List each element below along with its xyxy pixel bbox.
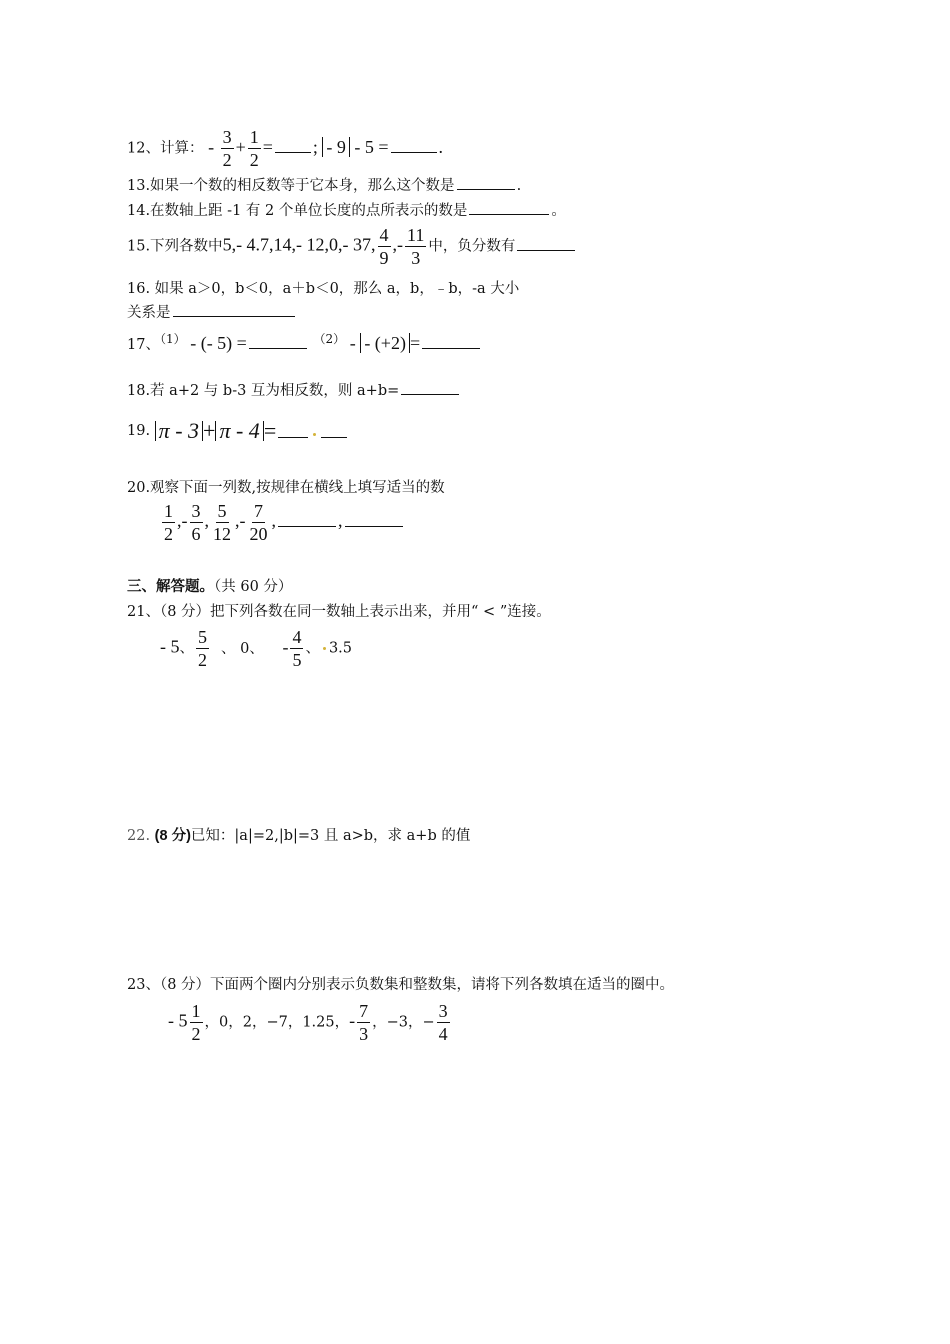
question-20: 20.观察下面一列数,按规律在横线上填写适当的数 (127, 480, 445, 496)
answer-blank[interactable] (469, 213, 549, 215)
question-18: 18.若 a+2 与 b-3 互为相反数，则 a+b= (127, 381, 461, 401)
absolute-value: - 9 (322, 137, 350, 157)
fraction: $\frac{1}{2}$ (191, 1001, 201, 1044)
question-14: 14.在数轴上距 -1 有 2 个单位长度的点所表示的数是 。 (127, 203, 566, 219)
answer-blank[interactable] (275, 151, 311, 153)
fraction: $\frac{5}{12}$ (213, 501, 231, 544)
answer-blank[interactable] (173, 315, 295, 317)
fraction: $\frac{7}{3}$ (359, 1001, 369, 1044)
answer-blank[interactable] (457, 188, 515, 190)
fraction: $\frac{3}{2}$ (222, 127, 232, 170)
fraction: $\frac{1}{2}$ (164, 501, 173, 544)
answer-blank[interactable] (391, 151, 437, 153)
section-3-heading: 三、解答题。（共 60 分） (127, 578, 293, 595)
question-12: 12、计算： - $\frac{3}{2}$ + $\frac{1}{2}$ = ; - 9 - 5 = . (127, 127, 444, 170)
fraction: $\frac{3}{4}$ (438, 1001, 448, 1044)
question-20-sequence: $\frac{1}{2}$ ,- $\frac{3}{6}$ , $\frac{5}{12}$ ,- $\frac{7}{20}$ , , (160, 502, 405, 543)
fraction: $\frac{7}{20}$ (249, 501, 268, 544)
absolute-value: π - 4 (215, 421, 263, 441)
question-15: 15.下列各数中5,- 4.7,14,- 12,0,- 37, $\frac{4}{9}$ ,- $\frac{11}{3}$ 中，负分数有 (127, 226, 577, 267)
answer-blank[interactable] (249, 347, 307, 349)
fraction: $\frac{4}{5}$ (292, 627, 302, 670)
fraction: $\frac{1}{2}$ (249, 127, 259, 170)
answer-blank[interactable] (278, 436, 308, 438)
question-17: 17、$^{(1)}$ - (- 5) = $^{(2)}$ - - (+2) = (127, 333, 482, 355)
answer-blank[interactable] (401, 393, 459, 395)
question-23-numbers: - 5 $\frac{1}{2}$ ，0，2，−7，1.25，- $\frac{7}{3}$ ，−3，− $\frac{3}{4}$ (168, 1001, 448, 1044)
mark-dot (313, 433, 316, 436)
question-22: 22. (8 分)已知：|a|=2,|b|=3 且 a>b，求 a+b 的值 (127, 828, 471, 844)
answer-blank[interactable] (345, 525, 403, 527)
absolute-value: - (+2) (360, 333, 410, 353)
answer-blank[interactable] (278, 525, 336, 527)
question-16: 16. 如果 a＞0，b＜0，a＋b＜0，那么 a，b，﹣b，-a 大小 (127, 281, 520, 297)
question-21: 21、（8 分）把下列各数在同一数轴上表示出来，并用“ < ”连接。 (127, 604, 551, 620)
question-16-line2: 关系是 (127, 303, 297, 323)
answer-blank[interactable] (517, 249, 575, 251)
question-13: 13.如果一个数的相反数等于它本身，那么这个数是 . (127, 178, 522, 194)
answer-blank[interactable] (321, 436, 347, 438)
question-19: 19. π - 3 + π - 4 = (127, 421, 349, 444)
question-21-numbers: - 5、 $\frac{5}{2}$ 、 0、 - $\frac{4}{5}$ 、 3.5 (160, 627, 353, 670)
fraction: $\frac{5}{2}$ (198, 627, 207, 670)
question-23: 23、（8 分）下面两个圈内分别表示负数集和整数集，请将下列各数填在适当的圈中。 (127, 977, 675, 993)
answer-blank[interactable] (422, 347, 480, 349)
fraction: $\frac{3}{6}$ (191, 501, 201, 544)
fraction: $\frac{4}{9}$ (379, 225, 389, 268)
mark-dot (323, 647, 326, 650)
fraction: $\frac{11}{3}$ (407, 225, 425, 268)
absolute-value: π - 3 (155, 421, 203, 441)
